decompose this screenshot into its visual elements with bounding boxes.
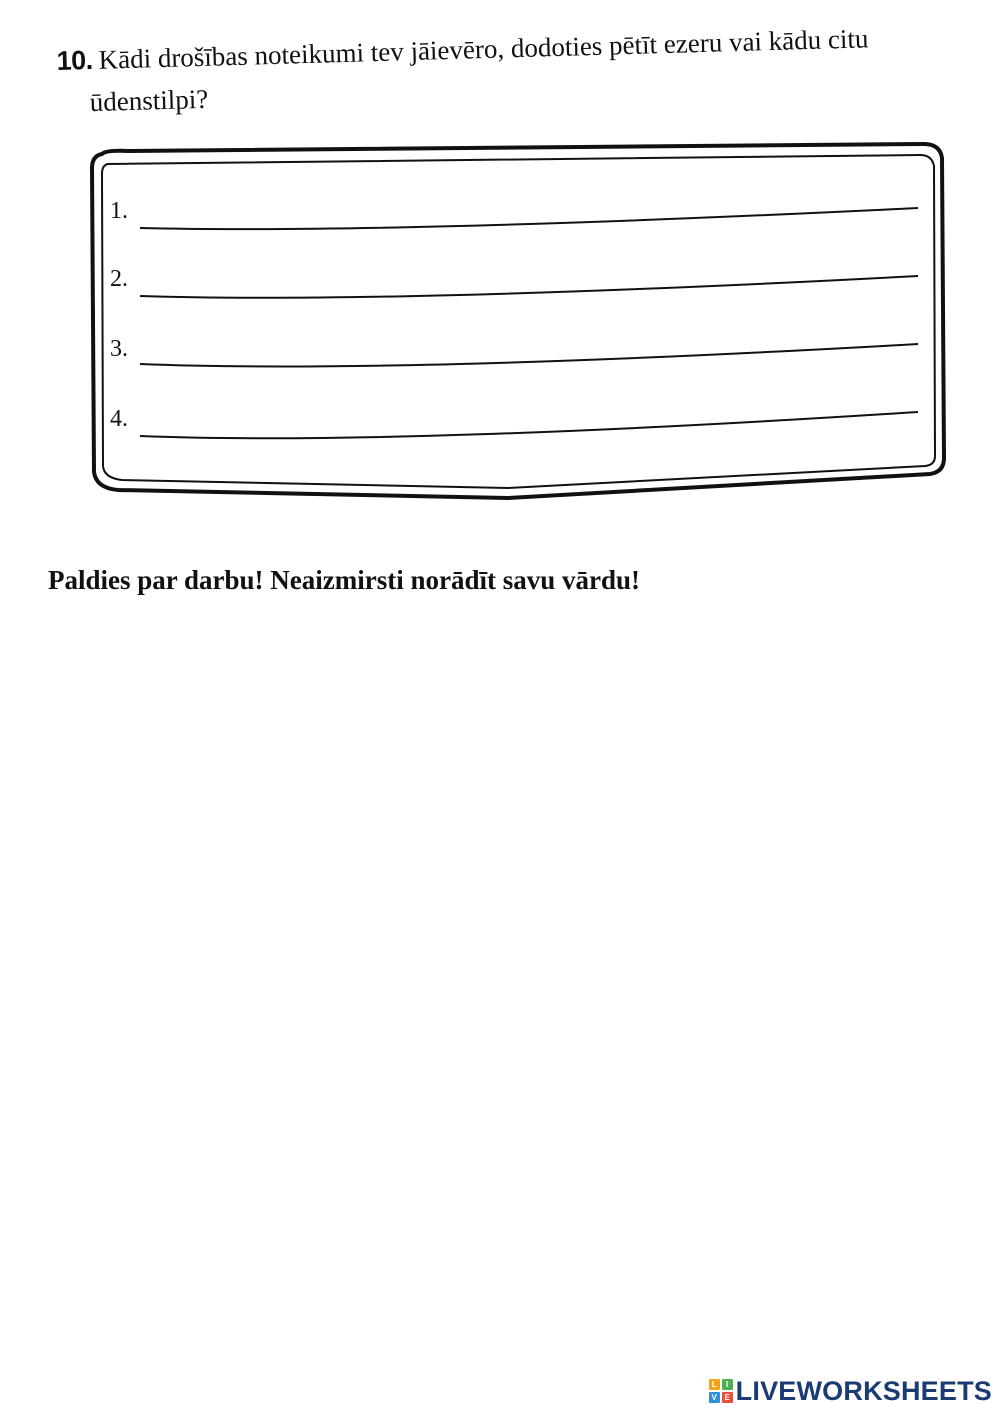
answer-box-frame — [88, 138, 948, 500]
answer-input-1[interactable] — [144, 196, 918, 228]
answer-box — [88, 138, 948, 500]
closing-message: Paldies par darbu! Neaizmirsti norādīt savu vārdu! — [48, 565, 641, 595]
liveworksheets-logo — [709, 1377, 992, 1405]
question-number: 10. — [56, 44, 94, 76]
answer-input-3[interactable] — [144, 332, 918, 364]
answer-number-4: 4. — [110, 406, 128, 432]
question-text-line1: Kādi drošības noteikumi tev jāievēro, dodoties pētīt ezeru vai kādu citu — [98, 23, 869, 75]
answer-number-2: 2. — [110, 266, 128, 292]
answer-number-1: 1. — [110, 198, 128, 224]
liveworksheets-icon: L I V E — [709, 1379, 733, 1403]
answer-input-4[interactable] — [144, 402, 918, 434]
question — [56, 15, 958, 124]
brand-name: LIVEWORKSHEETS — [735, 1375, 992, 1406]
answer-number-3: 3. — [110, 336, 128, 362]
question-text-line2: ūdenstilpi? — [89, 83, 209, 118]
answer-input-2[interactable] — [144, 264, 918, 296]
